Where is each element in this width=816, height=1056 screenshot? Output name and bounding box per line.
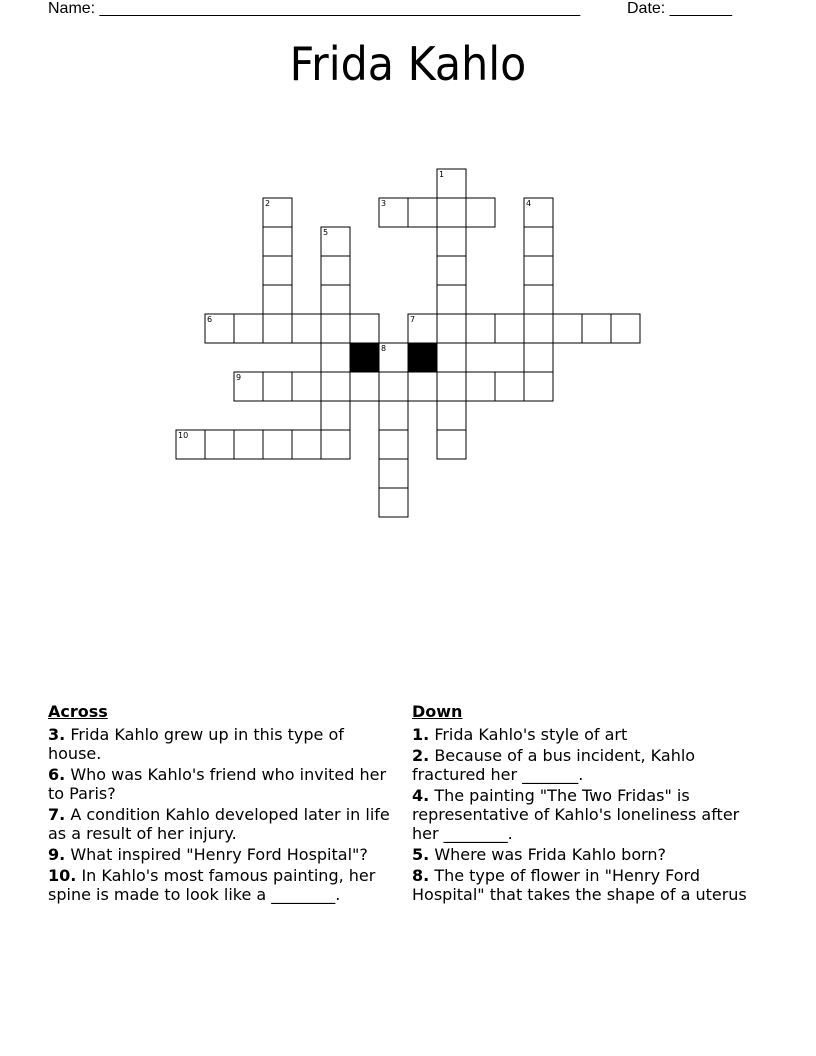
clue-text: Frida Kahlo grew up in this type of house. — [48, 725, 344, 763]
page-title: Frida Kahlo — [289, 37, 527, 91]
grid-cell[interactable] — [321, 372, 350, 401]
across-clue — [48, 866, 393, 904]
grid-cell[interactable] — [437, 372, 466, 401]
clue-number: 9. — [48, 845, 66, 864]
clue-number: 8. — [412, 866, 430, 885]
clue-text: Where was Frida Kahlo born? — [434, 845, 667, 864]
grid-cell[interactable] — [466, 198, 495, 227]
grid-cell[interactable] — [408, 372, 437, 401]
grid-cell[interactable] — [321, 256, 350, 285]
grid-cell[interactable] — [321, 401, 350, 430]
grid-cell[interactable] — [408, 198, 437, 227]
grid-cell[interactable] — [379, 430, 408, 459]
grid-cell[interactable] — [205, 430, 234, 459]
across-heading: Across — [48, 702, 108, 721]
clue-text: What inspired "Henry Ford Hospital"? — [70, 845, 368, 864]
grid-cell[interactable] — [437, 343, 466, 372]
black-cell — [408, 343, 437, 372]
grid-cell[interactable] — [234, 430, 263, 459]
grid-cell[interactable] — [437, 198, 466, 227]
grid-cell[interactable] — [495, 372, 524, 401]
grid-cell[interactable] — [437, 430, 466, 459]
clue-number: 6. — [48, 765, 66, 784]
down-clue — [412, 786, 752, 843]
grid-cell[interactable] — [437, 401, 466, 430]
clue-number: 7. — [48, 805, 66, 824]
grid-cell[interactable] — [611, 314, 640, 343]
grid-cell[interactable] — [524, 285, 553, 314]
clue-text: The type of flower in "Henry Ford Hospital" that takes the shape of a uterus — [412, 866, 747, 904]
down-clue — [412, 725, 752, 744]
cell-number: 6 — [207, 315, 213, 324]
grid-cell[interactable] — [466, 314, 495, 343]
clue-number: 10. — [48, 866, 77, 885]
across-clue — [48, 845, 393, 864]
down-clue — [412, 866, 752, 904]
grid-cell[interactable] — [321, 343, 350, 372]
grid-cell[interactable] — [466, 372, 495, 401]
clue-number: 2. — [412, 746, 430, 765]
grid-cell[interactable] — [524, 314, 553, 343]
grid-cell[interactable] — [524, 343, 553, 372]
name-field[interactable]: Name: ______________________________________________________ — [48, 0, 581, 17]
across-clue — [48, 765, 393, 803]
down-clue — [412, 746, 752, 784]
black-cell — [350, 343, 379, 372]
grid-cell[interactable] — [437, 227, 466, 256]
clue-number: 1. — [412, 725, 430, 744]
grid-cell[interactable] — [263, 430, 292, 459]
cell-number: 9 — [236, 373, 242, 382]
across-clue — [48, 805, 393, 843]
cell-number: 3 — [381, 199, 387, 208]
down-clue — [412, 845, 752, 864]
grid-cell[interactable] — [350, 314, 379, 343]
grid-cell[interactable] — [524, 256, 553, 285]
grid-cell[interactable] — [292, 314, 321, 343]
grid-cell[interactable] — [321, 314, 350, 343]
grid-cell[interactable] — [263, 314, 292, 343]
clue-text: Because of a bus incident, Kahlo fractured her _______. — [412, 746, 696, 784]
grid-cell[interactable] — [524, 372, 553, 401]
grid-cell[interactable] — [292, 372, 321, 401]
grid-cell[interactable] — [553, 314, 582, 343]
grid-cell[interactable] — [292, 430, 321, 459]
clue-text: Who was Kahlo's friend who invited her to Paris? — [48, 765, 387, 803]
grid-cell[interactable] — [379, 401, 408, 430]
grid-cell[interactable] — [379, 488, 408, 517]
cell-number: 5 — [323, 228, 329, 237]
grid-cell[interactable] — [437, 314, 466, 343]
grid-cell[interactable] — [350, 372, 379, 401]
cell-number: 4 — [526, 199, 532, 208]
across-clues — [48, 702, 393, 906]
across-clue — [48, 725, 393, 763]
down-heading: Down — [412, 702, 463, 721]
grid-cell[interactable] — [437, 256, 466, 285]
grid-cell[interactable] — [321, 430, 350, 459]
grid-cell[interactable] — [582, 314, 611, 343]
grid-cell[interactable] — [437, 285, 466, 314]
grid-cell[interactable] — [263, 285, 292, 314]
cell-number: 8 — [381, 344, 387, 353]
grid-cell[interactable] — [263, 227, 292, 256]
clue-text: A condition Kahlo developed later in life as a result of her injury. — [48, 805, 390, 843]
grid-cell[interactable] — [234, 314, 263, 343]
clue-number: 5. — [412, 845, 430, 864]
clue-number: 4. — [412, 786, 430, 805]
grid-cell[interactable] — [495, 314, 524, 343]
clue-number: 3. — [48, 725, 66, 744]
clue-text: In Kahlo's most famous painting, her spine is made to look like a ________. — [48, 866, 376, 904]
cell-number: 2 — [265, 199, 271, 208]
grid-cell[interactable] — [379, 459, 408, 488]
clue-text: Frida Kahlo's style of art — [434, 725, 628, 744]
clue-text: The painting "The Two Fridas" is representative of Kahlo's loneliness after her ________. — [412, 786, 740, 843]
grid-cell[interactable] — [321, 285, 350, 314]
cell-number: 10 — [178, 431, 189, 440]
cell-number: 1 — [439, 170, 445, 179]
grid-cell[interactable] — [263, 256, 292, 285]
grid-cell[interactable] — [379, 372, 408, 401]
down-clues — [412, 702, 752, 906]
grid-cell[interactable] — [524, 227, 553, 256]
date-field[interactable]: Date: _______ — [627, 0, 732, 17]
grid-cell[interactable] — [263, 372, 292, 401]
cell-number: 7 — [410, 315, 416, 324]
